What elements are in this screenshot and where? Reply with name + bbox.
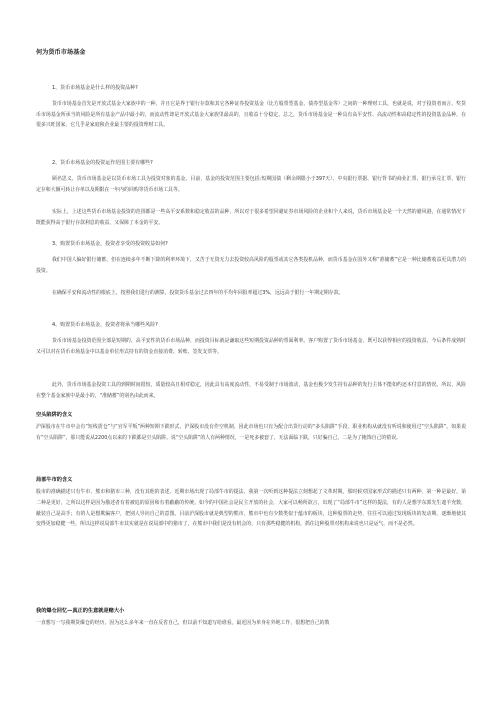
page-title: 何为货币市场基金 <box>36 49 86 56</box>
paragraph-7: 此外，货币市场基金投资工具的到期时间很短，质量较高且相对稳定，因此具有高度流动性，不易受制于市场波动，基金也极少发生持有品种的发行主体不能如约还本付息的情况。所以，风险在整个基金家族中是最小的，“准储蓄”的别名由此而来。 <box>36 382 466 399</box>
paragraph-8: 沪深股市在牛市中会有“短线震仓”与“官军平叛”两种短期下跌形式，沪深股市没有作空机制，因此市场也只有为配合出货行动的“多头陷阱”手段，职业机构从就没有听说和使用过“空头陷阱”。如果说有“空头陷阱”，那只能说从2200点以来的下跌都是空头陷阱。说“空头陷阱”的人有两种情况，一是死多被套了，无法面临下跌，只好骗自己，二是为了掩饰自己的错误。 <box>36 424 466 441</box>
section-heading-bear-trap: 空头陷阱的含义 <box>36 412 73 418</box>
question-3: 3、购置货币市场基金，投资者享受的投资收益如何? <box>52 241 168 247</box>
paragraph-1: 货币市场基金首先是开放式基金大家族中的一种，并且它是界于银行存款和其它各种证券投资基金（比方股票型基金、债券型基金等）之间的一种理财工具，也就是说，对于投资者而言，奖货币市场基金所承当的风险是所有基金产品中最小的，而流动性却是开放式基金大家族里最高的，且收益十分稳定。总之，货币市场基金是一种具有高平安性、高流动性和高稳定性的投资基金品种，在很多兴旺国家，它几乎是家庭和企业最主要的投资理财工具。 <box>36 101 466 129</box>
paragraph-10: 一直想写一写我期货爆仓的经历，因为这么多年来一直在反省自己，但以前不知道写给谁看。最近因为单身在外地工作，很想把自己的教 <box>36 620 330 626</box>
section-heading-margin-call: 我的爆仓回忆—真正的生意就是赌大小 <box>36 608 125 614</box>
paragraph-3: 实际上，上述这些货币市场基金投资的范围都是一些高平安系数和稳定收益的品种，所以对于很多希望回避证券市场风险的企业和个人来说，货币市场基金是一个天然的避风港，在通常情况下既能获得高于银行存款利息的收益，又保障了本金的平安。 <box>36 209 466 226</box>
paragraph-5: 在确保平安和流动性的根底上，按照我们进行的测算，投资货币基金过去四年的平均年回报率超过3%，远远高于银行一年期定期存款。 <box>52 290 344 296</box>
question-1: 1、货币市场基金是什么样的投资品种? <box>52 85 138 91</box>
paragraph-6: 货币市场基金投资范围全部是短期的、高平安性的货币市场品种，而投资目标就是谦取这些短期投资品种的票面利率。客户购置了货币市场基金，既可以获得相应的投资收益，今后条件成熟时又可以对在货币市场基金中以基金单位形式持有的资金直接消费、转账、签发支票等。 <box>36 338 466 355</box>
paragraph-4: 我们中国人偏好银行储蓄，但在连续多年不断下降的利率环境下，又苦于无资无力去投资较高风险的股票或其它各类投机品种，而货币基金在国外又称“准储蓄”它是一种比储蓄收益更具潜力的投资。 <box>36 257 466 274</box>
question-2: 2、货币市场基金的投资运作范围主要有哪些? <box>52 160 153 166</box>
paragraph-9: 股市的准确描述只有牛市、熊市和猪市三种，没有其他的表述。近期市场出现了局部牛市的提法，我第一次听到这种提法立刻想起了文革时期。那时候对国家形式的描述只有两种，第一种是最好，第二种是更好，之所以这样是因为描述者有着被追的原因和有着蔽蔽的传统。如今的中国社会是民主开放的社会，大家可以畅所欲言，出现了“局部牛市”这样的提法，有的人是想学东郭先生遮羊充数，蔽装自己是高手；有的人是想欺骗客户，把别人导向自己的意图。目前沪深股市就是典型的熊市，熊市中也有少数类似于蕴市的板块，这种股票的走势，往往可以通过发现板块的发动期，逐渐地使其变得更加稳健一些，所以这样说局部牛市其实就是在说局部中的猪市了，在熊市中我们是没有机会的，只有那些稳健的机构，抓住这种股票对机构来说也只是运气，而不是必然。 <box>36 489 466 528</box>
question-4: 4、购置货币市场基金，投资者将承当哪些风险? <box>52 322 158 328</box>
section-heading-partial-bull: 局部牛市的含义 <box>36 477 73 483</box>
paragraph-2: 顾名思义，货币市场基金是以货币市场工具为投资对象的基金。目前，基金的投资范围主要包括:短期国债（剩余期限小于397天）、中央银行票据、银行背书的商业汇票、银行承兑汇票、银行定存和大额可转让存单以及期限在一年内的回购等货币市场工具等。 <box>36 176 466 193</box>
